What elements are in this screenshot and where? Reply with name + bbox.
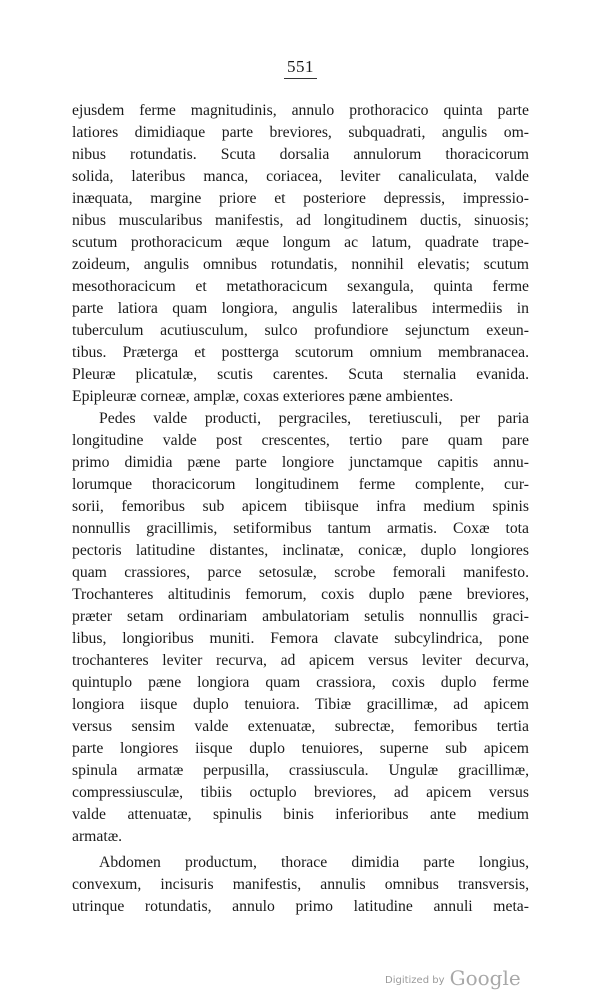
text-line: Pleuræ plicatulæ, scutis carentes. Scuta sternalia evanida. bbox=[72, 366, 529, 383]
text-line: tibus. Præterga et postterga scutorum omnium membranacea. bbox=[72, 344, 529, 361]
text-line: quam crassiores, parce setosulæ, scrobe femorali manifesto. bbox=[72, 564, 529, 581]
google-logo: Google bbox=[449, 966, 521, 990]
text-line: versus sensim valde extenuatæ, subrectæ, femoribus tertia bbox=[72, 718, 529, 735]
watermark-prefix: Digitized by bbox=[385, 975, 445, 986]
text-line: sorii, femoribus sub apicem tibiisque infra medium spinis bbox=[72, 498, 529, 515]
text-line: parte longiores iisque duplo tenuiores, superne sub apicem bbox=[72, 740, 529, 757]
text-line: primo dimidia pæne parte longiore junctamque capitis annu- bbox=[72, 454, 529, 471]
text-line: Epipleuræ corneæ, amplæ, coxas exteriores pæne ambientes. bbox=[72, 388, 454, 405]
text-line: nibus muscularibus manifestis, ad longitudinem ductis, sinuosis; bbox=[72, 212, 529, 229]
paragraph-start: Pedes valde producti, pergraciles, teretiusculi, per paria bbox=[99, 410, 529, 427]
text-line: trochanteres leviter recurva, ad apicem versus leviter decurva, bbox=[72, 652, 529, 669]
text-line: ejusdem ferme magnitudinis, annulo prothoracico quinta parte bbox=[72, 102, 529, 119]
text-line: mesothoracicum et metathoracicum sexangula, quinta ferme bbox=[72, 278, 529, 295]
text-line: latiores dimidiaque parte breviores, subquadrati, angulis om- bbox=[72, 124, 529, 141]
text-line: libus, longioribus muniti. Femora clavate subcylindrica, pone bbox=[72, 630, 529, 647]
text-line: tuberculum acutiusculum, sulco profundiore sejunctum exeun- bbox=[72, 322, 529, 339]
text-line: præter setam ordinariam ambulatoriam setulis nonnullis graci- bbox=[72, 608, 529, 625]
page-number: 551 bbox=[0, 57, 601, 79]
text-line: solida, lateribus manca, coriacea, leviter canaliculata, valde bbox=[72, 168, 529, 185]
text-line: lorumque thoracicorum longitudinem ferme complente, cur- bbox=[72, 476, 529, 493]
text-line: longitudine valde post crescentes, tertio pare quam pare bbox=[72, 432, 529, 449]
text-line: nibus rotundatis. Scuta dorsalia annulorum thoracicorum bbox=[72, 146, 529, 163]
digitized-watermark bbox=[385, 966, 521, 990]
text-line: convexum, incisuris manifestis, annulis omnibus transversis, bbox=[72, 876, 529, 893]
text-line: zoideum, angulis omnibus rotundatis, nonnihil elevatis; scutum bbox=[72, 256, 529, 273]
text-line: inæquata, margine priore et posteriore depressis, impressio- bbox=[72, 190, 529, 207]
text-line: valde attenuatæ, spinulis binis inferioribus ante medium bbox=[72, 806, 529, 823]
text-line: scutum prothoracicum æque longum ac latum, quadrate trape- bbox=[72, 234, 529, 251]
text-line: parte latiora quam longiora, angulis lateralibus intermediis in bbox=[72, 300, 529, 317]
text-line: quintuplo pæne longiora quam crassiora, coxis duplo ferme bbox=[72, 674, 529, 691]
paragraph-start: Abdomen productum, thorace dimidia parte longius, bbox=[99, 854, 529, 871]
text-line: Trochanteres altitudinis femorum, coxis duplo pæne breviores, bbox=[72, 586, 529, 603]
text-line: armatæ. bbox=[72, 828, 123, 845]
text-line: pectoris latitudine distantes, inclinatæ, conicæ, duplo longiores bbox=[72, 542, 529, 559]
text-line: spinula armatæ perpusilla, crassiuscula. Ungulæ gracillimæ, bbox=[72, 762, 529, 779]
text-line: nonnullis gracillimis, setiformibus tantum armatis. Coxæ tota bbox=[72, 520, 529, 537]
text-line: longiora iisque duplo tenuiora. Tibiæ gracillimæ, ad apicem bbox=[72, 696, 529, 713]
text-line: utrinque rotundatis, annulo primo latitudine annuli meta- bbox=[72, 898, 529, 915]
text-line: compressiusculæ, tibiis octuplo breviores, ad apicem versus bbox=[72, 784, 529, 801]
